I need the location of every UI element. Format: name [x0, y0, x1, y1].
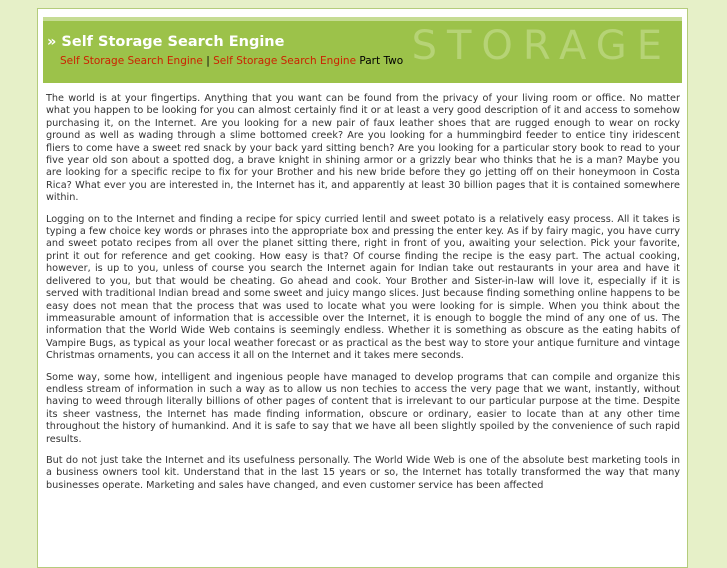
breadcrumb	[60, 55, 403, 67]
page-container	[37, 8, 688, 568]
article-paragraph: Logging on to the Internet and finding a recipe for spicy curried lentil and sweet potato is a relatively easy process. All it takes is typing a few choice key words or phrases into the appropriate box and pressing the enter key. As if by fairy magic, you have curry and sweet potato recipes from all over the planet sitting there, right in front of you, awaiting your selection. Pick your favorite, print it out for reference and get cooking. How easy is that? Of course finding the recipe is the easy part. The actual cooking, however, is up to you, unless of course you search the Internet again for Indian take out restaurants in your area and have it delivered to you, but that would be cheating. Go ahead and cook. Your Brother and Sister-in-law will love it, especially if it is served with traditional Indian bread and some sweet and juicy mango slices. Just because finding something online happens to be easy does not mean that the process that was used to locate what you were looking for is simple. When you think about the immeasurable amount of information that is accessible over the Internet, it is enough to boggle the mind of any one of us. The information that the World Wide Web contains is seemingly endless. Whether it is something as obscure as the eating habits of Vampire Bugs, as typical as your local weather forecast or as practical as the best way to store your antique furniture and vintage Christmas ornaments, you can access it all on the Internet and it takes mere seconds.	[46, 213, 680, 362]
breadcrumb-link-home[interactable]: Self Storage Search Engine	[60, 55, 203, 67]
breadcrumb-separator: |	[206, 55, 210, 67]
article-body	[46, 93, 680, 501]
site-title: » Self Storage Search Engine	[47, 34, 285, 50]
header-watermark: STORAGE	[411, 23, 672, 69]
article-paragraph: But do not just take the Internet and its usefulness personally. The World Wide Web is one of the absolute best marketing tools in a business owners tool kit. Understand that in the last 15 years or so, the Internet has totally transformed the way that many businesses operate. Marketing and sales have changed, and even customer service has been affected	[46, 454, 680, 491]
article-paragraph: Some way, some how, intelligent and ingenious people have managed to develop programs that can compile and organize this endless stream of information in such a way as to allow us non techies to access the very page that we want, instantly, without having to weed through literally billions of other pages of content that is irrelevant to our particular purpose at the time. Despite its sheer vastness, the Internet has made finding information, obscure or ordinary, easier to locate than at any other time throughout the history of humankind. And it is safe to say that we have all been slightly spoiled by the convenience of such rapid results.	[46, 371, 680, 445]
breadcrumb-suffix: Part Two	[359, 55, 404, 67]
breadcrumb-link-current[interactable]: Self Storage Search Engine	[213, 55, 357, 67]
site-header	[43, 17, 682, 83]
article-paragraph: The world is at your fingertips. Anything that you want can be found from the privacy of your living room or office. No matter what you happen to be looking for you can almost certainly find it or at least a very good description of it and access to somehow purchasing it, on the Internet. Are you looking for a new pair of faux leather shoes that are rugged enough to wear on rocky ground as well as wading through a slime bottomed creek? Are you looking for a hummingbird feeder to entice tiny iridescent fliers to come have a sweet red snack by your back yard sitting bench? Are you looking for a particular story book to read to your five year old son about a spotted dog, a brave knight in shining armor or a grizzly bear who thinks that he is a man? Maybe you are looking for a specific recipe to fix for your Brother and his new bride before they go jetting off on their honeymoon in Costa Rica? What ever you are interested in, the Internet has it, and apparently at least 30 billion pages that it is contained somewhere within.	[46, 93, 680, 204]
